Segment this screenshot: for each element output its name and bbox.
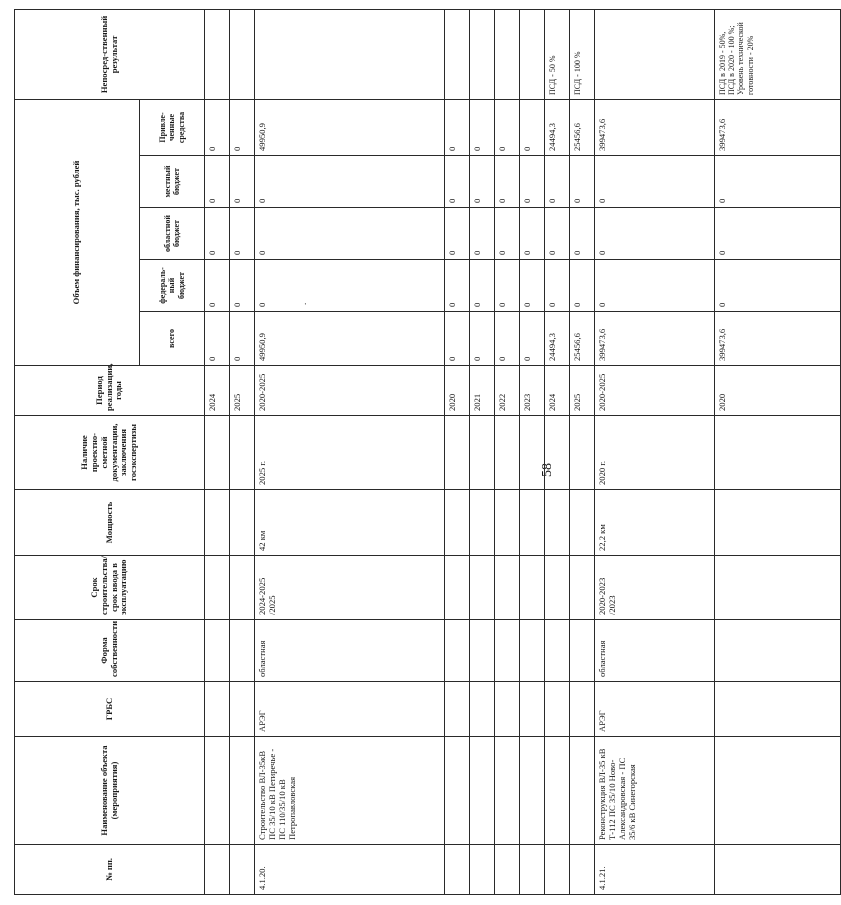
cell-name <box>570 737 595 845</box>
cell-federal: 0 <box>495 260 520 312</box>
cell-total: 24494,3 <box>545 312 570 366</box>
cell-total: 0 <box>445 312 470 366</box>
header-period: Период реализации, годы <box>15 366 205 416</box>
cell-local: 0 <box>205 156 230 208</box>
cell-no <box>545 845 570 895</box>
cell-term <box>570 556 595 620</box>
cell-result <box>495 9 520 99</box>
cell-attracted: 399473,6 <box>595 99 715 155</box>
cell-no <box>715 845 841 895</box>
table-row <box>205 9 230 894</box>
cell-total: 399473,6 <box>715 312 841 366</box>
cell-local: 0 <box>715 156 841 208</box>
table-row <box>230 9 255 894</box>
cell-period: 2024 <box>545 366 570 416</box>
header-attracted: Привле-ченные средства <box>140 99 205 155</box>
cell-result <box>230 9 255 99</box>
table-row <box>255 9 445 894</box>
cell-ownership <box>520 620 545 682</box>
cell-capacity <box>470 490 495 556</box>
cell-name <box>470 737 495 845</box>
cell-grbs <box>545 682 570 737</box>
cell-no <box>230 845 255 895</box>
cell-regional: 0 <box>255 208 445 260</box>
cell-federal: 0 <box>230 260 255 312</box>
cell-local: 0 <box>230 156 255 208</box>
cell-attracted: 399473,6 <box>715 99 841 155</box>
cell-total: 399473,6 <box>595 312 715 366</box>
cell-no <box>570 845 595 895</box>
cell-psd <box>495 416 520 490</box>
cell-grbs <box>445 682 470 737</box>
cell-grbs: АРЭГ <box>255 682 445 737</box>
cell-attracted: 0 <box>495 99 520 155</box>
cell-regional: 0 <box>470 208 495 260</box>
cell-regional: 0 <box>445 208 470 260</box>
cell-term: 2024-2025 /2025 <box>255 556 445 620</box>
cell-local: 0 <box>445 156 470 208</box>
cell-name <box>230 737 255 845</box>
table-row <box>445 9 470 894</box>
cell-local: 0 <box>570 156 595 208</box>
cell-psd <box>545 416 570 490</box>
cell-capacity <box>545 490 570 556</box>
cell-ownership <box>445 620 470 682</box>
cell-federal: 0 <box>545 260 570 312</box>
cell-total: 0 <box>495 312 520 366</box>
cell-name <box>205 737 230 845</box>
header-funding: Объем финансирования, тыс. рублей <box>15 99 140 365</box>
cell-capacity <box>495 490 520 556</box>
cell-capacity <box>445 490 470 556</box>
header-total: всего <box>140 312 205 366</box>
table-row <box>495 9 520 894</box>
cell-grbs <box>495 682 520 737</box>
cell-attracted: 0 <box>470 99 495 155</box>
cell-period: 2024 <box>205 366 230 416</box>
header-federal: федераль-ный бюджет <box>140 260 205 312</box>
cell-result <box>520 9 545 99</box>
cell-total: 0 <box>205 312 230 366</box>
cell-result: ПСД - 100 % <box>570 9 595 99</box>
cell-federal: 0 <box>470 260 495 312</box>
cell-local: 0 <box>520 156 545 208</box>
cell-grbs <box>570 682 595 737</box>
cell-regional: 0 <box>570 208 595 260</box>
cell-attracted: 49950,9 <box>255 99 445 155</box>
cell-no <box>495 845 520 895</box>
cell-no <box>205 845 230 895</box>
header-psd: Наличие проектно-сметной документации, заключения госэкспертизы <box>15 416 205 490</box>
cell-period: 2021 <box>470 366 495 416</box>
cell-local: 0 <box>470 156 495 208</box>
cell-name <box>495 737 520 845</box>
cell-term <box>205 556 230 620</box>
cell-grbs: АРЭГ <box>595 682 715 737</box>
cell-psd: 2020 г. <box>595 416 715 490</box>
cell-period: 2025 <box>230 366 255 416</box>
cell-capacity <box>715 490 841 556</box>
cell-total: 0 <box>520 312 545 366</box>
cell-ownership <box>570 620 595 682</box>
table-row <box>545 9 570 894</box>
cell-local: 0 <box>545 156 570 208</box>
cell-grbs <box>205 682 230 737</box>
cell-term <box>545 556 570 620</box>
cell-grbs <box>230 682 255 737</box>
header-regional: областной бюджет <box>140 208 205 260</box>
cell-capacity <box>570 490 595 556</box>
cell-grbs <box>715 682 841 737</box>
cell-result <box>255 9 445 99</box>
cell-term <box>230 556 255 620</box>
cell-no <box>520 845 545 895</box>
cell-ownership <box>230 620 255 682</box>
cell-regional: 0 <box>495 208 520 260</box>
cell-period: 2020-2025 <box>255 366 445 416</box>
header-ownership: Форма собственности <box>15 620 205 682</box>
cell-psd <box>520 416 545 490</box>
cell-name <box>520 737 545 845</box>
cell-psd <box>445 416 470 490</box>
cell-local: 0 <box>495 156 520 208</box>
cell-name: Строительство ВЛ-35кВ ПС 35/10 кВ Петиречье - ПС 110/35/10 кВ Петропавловская <box>255 737 445 845</box>
cell-name: Реконструкция ВЛ-35 кВ Т-112 ПС 35/10 Ново-Александровская - ПС 35/6 кВ Синегорская <box>595 737 715 845</box>
stray-dot: . <box>298 302 308 305</box>
cell-no: 4.1.20. <box>255 845 445 895</box>
header-capacity: Мощность <box>15 490 205 556</box>
cell-term <box>470 556 495 620</box>
cell-no <box>445 845 470 895</box>
cell-capacity <box>520 490 545 556</box>
cell-no <box>470 845 495 895</box>
table-body <box>205 9 841 894</box>
cell-attracted: 0 <box>205 99 230 155</box>
header-no: № пп. <box>15 845 205 895</box>
cell-period: 2020 <box>715 366 841 416</box>
cell-name <box>715 737 841 845</box>
cell-regional: 0 <box>205 208 230 260</box>
header-result: Непосред-ственный результат <box>15 9 205 99</box>
cell-regional: 0 <box>545 208 570 260</box>
cell-period: 2020 <box>445 366 470 416</box>
cell-ownership <box>545 620 570 682</box>
cell-psd <box>715 416 841 490</box>
cell-federal: 0 <box>715 260 841 312</box>
cell-total: 0 <box>230 312 255 366</box>
cell-psd <box>205 416 230 490</box>
cell-ownership: областная <box>595 620 715 682</box>
cell-capacity <box>230 490 255 556</box>
cell-federal: 0 <box>445 260 470 312</box>
cell-regional: 0 <box>230 208 255 260</box>
cell-attracted: 0 <box>445 99 470 155</box>
cell-psd <box>230 416 255 490</box>
cell-federal: 0 <box>255 260 445 312</box>
cell-attracted: 0 <box>520 99 545 155</box>
cell-term <box>715 556 841 620</box>
cell-psd <box>470 416 495 490</box>
cell-total: 25456,6 <box>570 312 595 366</box>
header-grbs: ГРБС <box>15 682 205 737</box>
cell-federal: 0 <box>570 260 595 312</box>
cell-local: 0 <box>255 156 445 208</box>
financing-table <box>14 9 841 895</box>
table-row <box>570 9 595 894</box>
cell-capacity: 22,2 км <box>595 490 715 556</box>
cell-result <box>595 9 715 99</box>
cell-ownership <box>205 620 230 682</box>
cell-federal: 0 <box>205 260 230 312</box>
header-term: Срок строительства/ срок ввода в эксплуатацию <box>15 556 205 620</box>
cell-term: 2020-2023 /2023 <box>595 556 715 620</box>
cell-total: 49950,9 <box>255 312 445 366</box>
cell-attracted: 0 <box>230 99 255 155</box>
cell-grbs <box>520 682 545 737</box>
cell-capacity: 42 км <box>255 490 445 556</box>
cell-local: 0 <box>595 156 715 208</box>
cell-name <box>545 737 570 845</box>
cell-period: 2020-2025 <box>595 366 715 416</box>
cell-period: 2025 <box>570 366 595 416</box>
cell-period: 2023 <box>520 366 545 416</box>
cell-attracted: 25456,6 <box>570 99 595 155</box>
cell-psd <box>570 416 595 490</box>
cell-term <box>495 556 520 620</box>
cell-result <box>205 9 230 99</box>
cell-capacity <box>205 490 230 556</box>
header-local: местный бюджет <box>140 156 205 208</box>
cell-result <box>470 9 495 99</box>
cell-federal: 0 <box>520 260 545 312</box>
cell-grbs <box>470 682 495 737</box>
cell-result: ПСД - 50 % <box>545 9 570 99</box>
cell-ownership <box>495 620 520 682</box>
cell-regional: 0 <box>520 208 545 260</box>
cell-federal: 0 <box>595 260 715 312</box>
cell-term <box>520 556 545 620</box>
page-number: 58 <box>540 463 555 477</box>
table-row <box>470 9 495 894</box>
table-row <box>715 9 841 894</box>
cell-total: 0 <box>470 312 495 366</box>
cell-ownership <box>715 620 841 682</box>
table-row <box>520 9 545 894</box>
cell-term <box>445 556 470 620</box>
cell-attracted: 24494,3 <box>545 99 570 155</box>
cell-name <box>445 737 470 845</box>
cell-no: 4.1.21. <box>595 845 715 895</box>
header-name: Наименование объекта (мероприятия) <box>15 737 205 845</box>
cell-ownership <box>470 620 495 682</box>
table-row <box>595 9 715 894</box>
cell-regional: 0 <box>595 208 715 260</box>
cell-ownership: областная <box>255 620 445 682</box>
cell-period: 2022 <box>495 366 520 416</box>
cell-result <box>445 9 470 99</box>
cell-regional: 0 <box>715 208 841 260</box>
cell-psd: 2025 г. <box>255 416 445 490</box>
cell-result: ПСД в 2019 - 50%, ПСД в 2020 - 100 %; Уровень технической готовности - 20% <box>715 9 841 99</box>
